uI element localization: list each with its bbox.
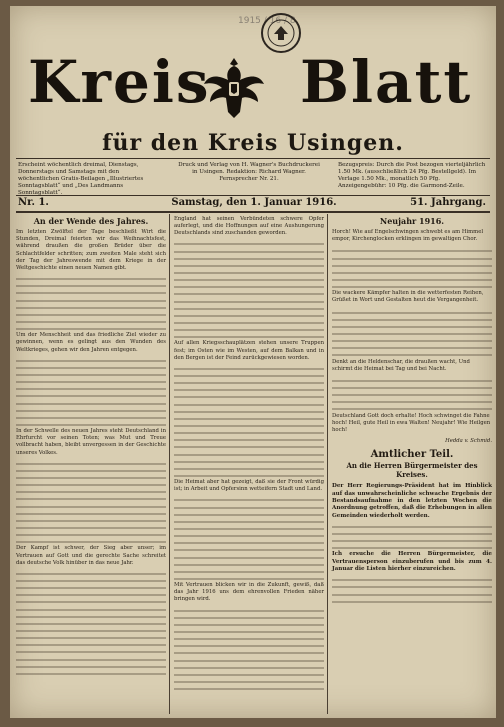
column-middle <box>174 216 324 692</box>
text-line <box>174 262 324 269</box>
text-line <box>16 357 166 364</box>
text-line <box>332 262 492 269</box>
column-divider <box>327 214 328 714</box>
text-line <box>332 591 492 598</box>
text-line <box>174 472 324 479</box>
text-line <box>16 598 166 605</box>
text-line <box>332 323 492 330</box>
text-line <box>332 583 492 590</box>
text-line <box>332 247 492 254</box>
issue-number: Nr. 1. <box>18 197 49 208</box>
text-line <box>174 575 324 582</box>
text-line <box>16 538 166 545</box>
text-line <box>174 443 324 450</box>
text-line <box>174 451 324 458</box>
text-line <box>16 371 166 378</box>
text-line <box>16 591 166 598</box>
text-line <box>174 436 324 443</box>
text-line <box>174 568 324 575</box>
text-line <box>174 465 324 472</box>
text-line <box>16 503 166 510</box>
text-line <box>332 309 492 316</box>
text-line <box>174 248 324 255</box>
column-left <box>16 216 166 677</box>
text-line <box>174 685 324 692</box>
text-line <box>174 657 324 664</box>
poem-stanza: Denkt an die Heldenschar, die draußen wacht, Und schirmt die Heimat bei Tag und bei Nacht. <box>332 358 470 372</box>
text-line <box>16 378 166 385</box>
article-paragraph: Auf allen Kriegsschauplätzen stehen unsere Truppen fest; im Osten wie im Westen, auf dem Balkan und in den Bergen ist der Feind zurückgewiesen worden. <box>174 340 324 361</box>
text-line <box>174 429 324 436</box>
text-line <box>332 530 492 537</box>
text-line <box>16 613 166 620</box>
text-line <box>174 649 324 656</box>
masthead-word-kreis: Kreis <box>28 48 211 116</box>
column-right <box>332 216 492 605</box>
text-line <box>332 330 492 337</box>
issue-volume: 51. Jahrgang. <box>410 197 486 208</box>
text-line <box>16 517 166 524</box>
poem-stanza: Die wackere Kämpfer halten in die wetterfesten Reihen, Grüßet in Wort und Gestalten heut die Vergangenheit. <box>332 290 484 304</box>
text-line <box>174 664 324 671</box>
text-line <box>174 393 324 400</box>
text-line <box>174 539 324 546</box>
poem <box>332 229 492 434</box>
text-line <box>174 525 324 532</box>
text-line <box>332 544 492 551</box>
text-line <box>332 576 492 583</box>
article-heading: An der Wende des Jahres. <box>33 216 149 226</box>
text-line <box>16 488 166 495</box>
text-line <box>174 333 324 340</box>
text-line <box>16 400 166 407</box>
text-line <box>16 577 166 584</box>
text-line <box>332 398 492 405</box>
text-line <box>332 405 492 412</box>
issue-date: Samstag, den 1. Januar 1916. <box>171 197 337 208</box>
text-line <box>332 316 492 323</box>
text-line <box>16 606 166 613</box>
text-line <box>16 325 166 332</box>
text-line <box>174 365 324 372</box>
text-line <box>332 269 492 276</box>
text-line <box>16 670 166 677</box>
text-line <box>174 621 324 628</box>
text-line <box>16 460 166 467</box>
text-line <box>16 481 166 488</box>
text-line <box>332 598 492 605</box>
subscription-price: Bezugspreis: Durch die Post bezogen vierteljährlich 1.50 Mk. (ausschließlich 24 Pfg. Bestellgeld). Im Verlage 1.50 Mk., monatlich 50 Pfg. Anzeigengebühr: 10 Pfg. die Garmond-Zeile. <box>338 162 486 189</box>
text-line <box>174 290 324 297</box>
text-line <box>174 511 324 518</box>
article-paragraph: Im letzten Zwölftel der Tage beschließt Wirt die Stunden, Dreimal feierten wir das Weihnachtsfest, während draußen die großen Brüder über die Schlachtfelder schritten; zum zweiten Male steht sich der Tag der Jahreswende mit dem Kriege in der Weltgeschichte einen neuen Namen gibt. <box>16 229 166 271</box>
official-subheading: An die Herren Bürgermeister des Kreises. <box>346 461 478 480</box>
text-line <box>174 607 324 614</box>
masthead-word-blatt: Blatt <box>300 48 473 116</box>
column-divider <box>169 214 170 714</box>
text-line <box>174 518 324 525</box>
text-line <box>174 415 324 422</box>
text-line <box>174 319 324 326</box>
text-line <box>16 648 166 655</box>
text-line <box>16 467 166 474</box>
article-paragraph: Mit Vertrauen blicken wir in die Zukunft, gewiß, daß das Jahr 1916 uns dem ehrenvollen Frieden näher bringen wird. <box>174 582 324 603</box>
article-paragraph: Der Kampf ist schwer, der Sieg aber unser; im Vertrauen auf Gott und die gerechte Sache schreitet das deutsche Volk hinüber in das neue Jahr. <box>16 545 166 566</box>
text-line <box>16 510 166 517</box>
masthead <box>10 48 496 128</box>
text-line <box>174 614 324 621</box>
text-line <box>16 282 166 289</box>
text-line <box>174 561 324 568</box>
text-line <box>332 351 492 358</box>
text-line <box>174 312 324 319</box>
text-line <box>174 554 324 561</box>
text-line <box>174 379 324 386</box>
text-line <box>174 422 324 429</box>
text-line <box>174 504 324 511</box>
text-line <box>16 297 166 304</box>
section-heading-official: Amtlicher Teil. <box>370 449 454 461</box>
text-line <box>16 311 166 318</box>
text-line <box>174 401 324 408</box>
text-line <box>332 255 492 262</box>
text-line <box>174 678 324 685</box>
text-line <box>16 304 166 311</box>
pencil-annotation: 1915 / 16 / 8 <box>238 16 296 26</box>
article-paragraph: Die Heimat aber hat gezeigt, daß sie der Front würdig ist; in Arbeit und Opfersinn wetteifern Stadt und Land. <box>174 479 324 493</box>
text-line <box>174 458 324 465</box>
text-line <box>16 627 166 634</box>
text-line <box>332 391 492 398</box>
text-line <box>174 305 324 312</box>
text-line <box>332 283 492 290</box>
text-line <box>16 318 166 325</box>
poem-title: Neujahr 1916. <box>379 216 445 226</box>
publication-schedule: Erscheint wöchentlich dreimal, Dienstags, Donnerstags und Samstags mit den wöchentlichen Gratis-Beilagen „Illustriertes Sonntagsblatt“ und „Des Landmanns Sonntagsblatt“. <box>18 162 144 196</box>
text-line <box>16 275 166 282</box>
text-line <box>16 584 166 591</box>
text-line <box>16 641 166 648</box>
text-line <box>16 392 166 399</box>
text-line <box>174 628 324 635</box>
text-line <box>16 495 166 502</box>
text-line <box>332 523 492 530</box>
publication-info-bar <box>16 158 490 196</box>
text-line <box>332 377 492 384</box>
official-paragraph: Der Herr Regierungs-Präsident hat im Hinblick auf das unwahrscheinliche schwache Ergebnis der Bestandsaufnahme in den letzten Wochen die Anordnung getroffen, daß die Erhebungen in allen Gemeinden wiederholt werden. <box>332 483 492 519</box>
article-paragraph: Um der Menschheit und das friedliche Ziel wieder zu gewinnen, wenn es gelingt aus den Wunden des Weltkrieges, gehen wir den Jahren entgegen. <box>16 332 166 353</box>
text-line <box>16 364 166 371</box>
text-line <box>174 298 324 305</box>
text-line <box>174 276 324 283</box>
text-line <box>16 620 166 627</box>
text-line <box>16 570 166 577</box>
text-line <box>174 283 324 290</box>
text-line <box>16 289 166 296</box>
text-line <box>332 384 492 391</box>
poem-author: Hedda v. Schmid. <box>445 438 492 445</box>
text-line <box>174 255 324 262</box>
text-line <box>332 276 492 283</box>
text-line <box>174 546 324 553</box>
text-line <box>16 414 166 421</box>
newspaper-page <box>10 6 496 718</box>
publisher-info: Druck und Verlag von H. Wagner's Buchdruckerei in Usingen. Redaktion: Richard Wagner. Fernsprecher Nr. 21. <box>178 162 320 182</box>
text-line <box>174 642 324 649</box>
text-line <box>16 663 166 670</box>
text-line <box>174 408 324 415</box>
article-paragraph: England hat seinen Verbündeten schwere Opfer auferlegt, und die Hoffnungen auf eine Aushungerung Deutschlands sind zuschanden geworden. <box>174 216 324 237</box>
text-line <box>16 385 166 392</box>
text-line <box>16 634 166 641</box>
text-line <box>332 344 492 351</box>
text-line <box>16 474 166 481</box>
text-line <box>16 524 166 531</box>
text-line <box>16 421 166 428</box>
text-line <box>174 532 324 539</box>
text-line <box>174 671 324 678</box>
text-line <box>16 656 166 663</box>
text-line <box>174 240 324 247</box>
poem-stanza: Horch! Wie auf Engelschwingen schwebt es am Himmel empor, Kirchenglocken erklingen im gewaltigen Chor. <box>332 229 484 243</box>
official-paragraph: Ich ersuche die Herren Bürgermeister, die Vertrauensperson einzuberufen und bis zum 4. Januar die Listen hierher einzureichen. <box>332 551 492 573</box>
article-paragraph: In der Schwelle des neuen Jahres steht Deutschland in Ehrfurcht vor seinen Toten; was Mut und Treue vollbracht haben, bleibt unvergessen in der Geschichte unseres Volkes. <box>16 428 166 456</box>
text-line <box>174 635 324 642</box>
text-line <box>332 537 492 544</box>
masthead-subtitle: für den Kreis Usingen. <box>102 130 404 156</box>
text-line <box>174 269 324 276</box>
text-line <box>174 326 324 333</box>
poem-stanza: Deutschland Gott doch erhalte! Hoch schwinget die Fahne hoch! Heil, gute Heil in ewa Walten! Neujahr! Wie Heilgen hoch! <box>332 412 491 433</box>
dateline <box>16 195 490 213</box>
imperial-eagle-icon <box>198 52 270 124</box>
text-line <box>174 372 324 379</box>
text-line <box>174 386 324 393</box>
text-line <box>174 496 324 503</box>
text-line <box>332 337 492 344</box>
text-line <box>16 407 166 414</box>
text-line <box>16 531 166 538</box>
